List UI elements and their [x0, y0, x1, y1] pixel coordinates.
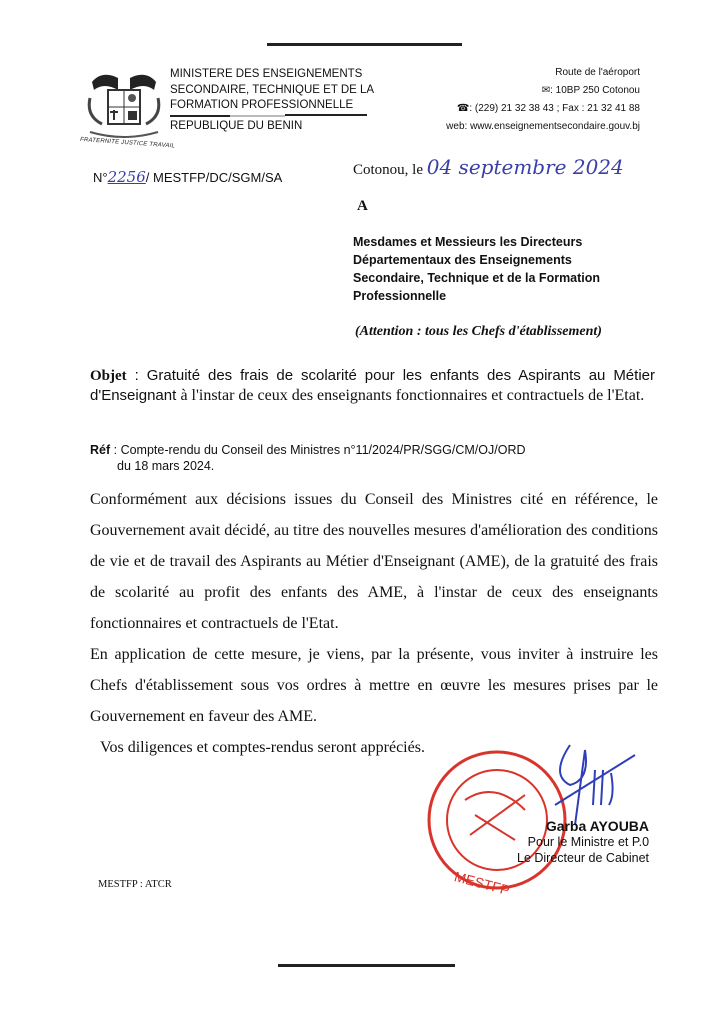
mailbox-icon: ✉	[541, 85, 551, 96]
body-paragraph: Conformément aux décisions issues du Conseil des Ministres cité en référence, le Gouvernement avait décidé, au titre des nouvelles mesures d'amélioration des conditions de vie et de travail des Aspirants au Métier d'Enseignant (AME), de la gratuité des frais de scolarité au profit des enfants des AME, à l'instar de ceux des enseignants fonctionnaires et contractuels de l'Etat.	[90, 491, 658, 632]
ministry-name: MINISTERE DES ENSEIGNEMENTS SECONDAIRE, TECHNIQUE ET DE LA FORMATION PROFESSIONNELLE	[170, 68, 375, 111]
header-divider-end	[285, 114, 367, 116]
letter-body	[90, 484, 658, 763]
body-paragraph: Vos diligences et comptes-rendus seront appréciés.	[100, 739, 425, 756]
header-divider-mid	[230, 115, 285, 117]
recipient-prefix: A	[357, 198, 368, 214]
coat-of-arms-motto: FRATERNITE JUSTICE TRAVAIL	[79, 136, 176, 150]
signatory-block: Garba AYOUBA Pour le Ministre et P.0 Le Directeur de Cabinet	[517, 818, 650, 865]
phone-icon: ☎	[456, 103, 470, 114]
handwritten-signature	[545, 735, 640, 830]
svg-text:MESTFP: MESTFP	[452, 868, 512, 899]
place-date: Cotonou, le 04 septembre 2024	[353, 155, 624, 179]
reference: Réf : Compte-rendu du Conseil des Ministres n°11/2024/PR/SGG/CM/OJ/ORD du 18 mars 2024.	[90, 443, 526, 473]
body-paragraph: En application de cette mesure, je viens, par la présente, vous inviter à instruire les Chefs d'établissement sous vos ordres à mettre en œuvre les mesures prises par le Gouvernement en faveur des AME.	[90, 646, 658, 725]
subject: Objet : Gratuité des frais de scolarité pour les enfants des Aspirants au Métier d'Enseignant à l'instar de ceux des enseignants fonctionnaires et contractuels de l'Etat.	[90, 367, 655, 404]
footer-initials: MESTFP : ATCR	[98, 879, 172, 890]
country-name: REPUBLIQUE DU BENIN	[170, 120, 303, 132]
contact-block: Route de l'aéroport ✉: 10BP 250 Cotonou ☎: (229) 21 32 38 43 ; Fax : 21 32 41 88 web: www.enseignementsecondaire.gouv.bj	[446, 67, 640, 132]
coat-of-arms-logo	[84, 68, 164, 148]
bottom-divider	[278, 964, 455, 967]
header-divider	[170, 115, 230, 117]
handwritten-date: 04 septembre 2024	[426, 155, 624, 179]
recipient-address: Mesdames et Messieurs les Directeurs Départementaux des Enseignements Secondaire, Technique et de la Formation Professionnelle	[353, 235, 601, 303]
attention-note: (Attention : tous les Chefs d'établissement)	[355, 324, 602, 339]
top-divider	[267, 43, 462, 46]
letter-number: N°2256/ MESTFP/DC/SGM/SA	[93, 168, 283, 186]
